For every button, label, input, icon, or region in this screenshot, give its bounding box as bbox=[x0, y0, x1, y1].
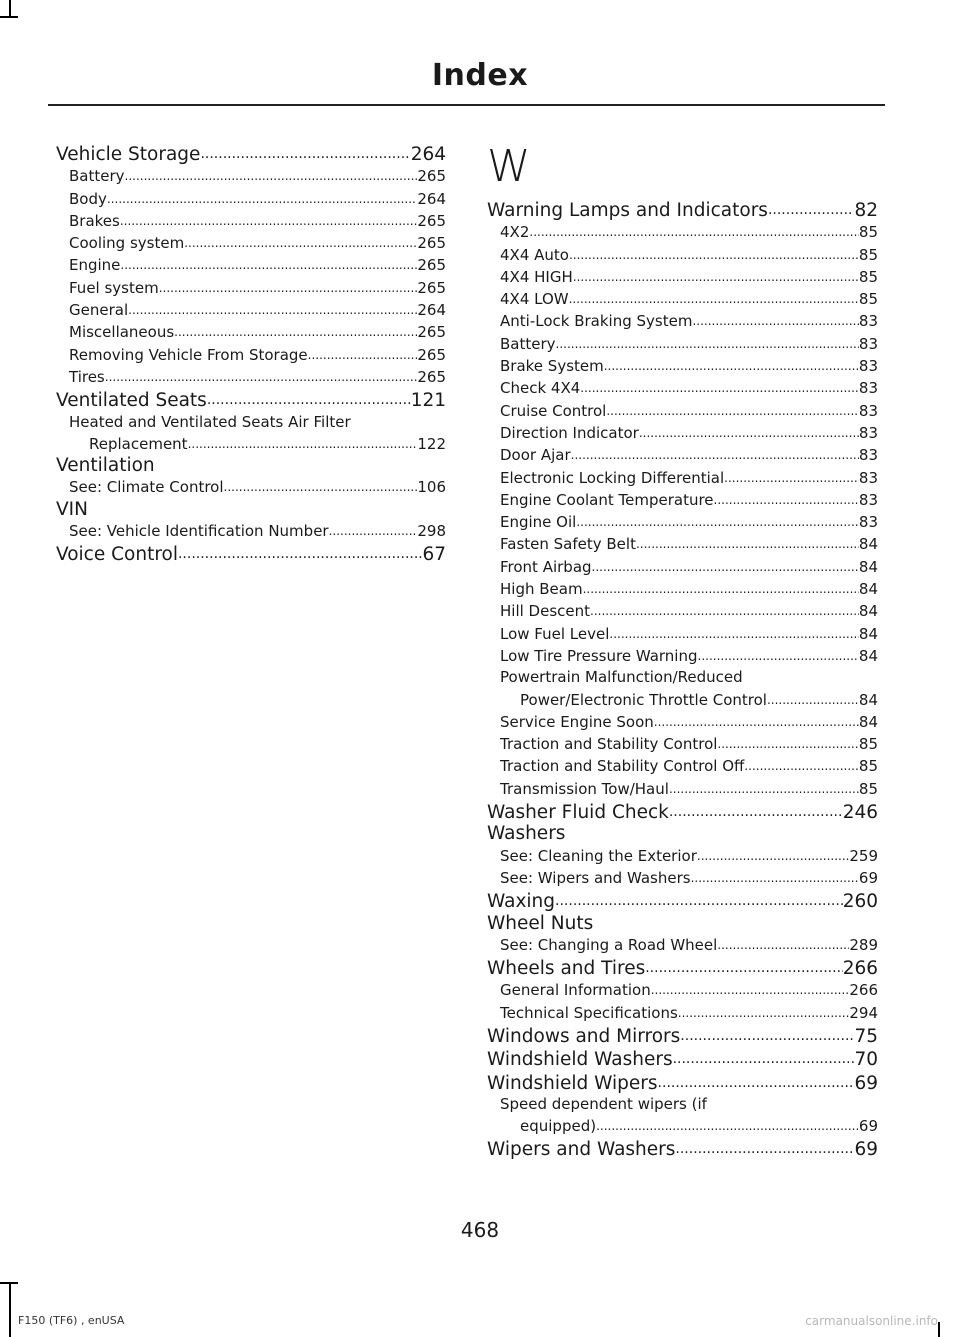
entry-text: Vehicle Storage bbox=[56, 144, 201, 165]
entry-text: Brakes bbox=[69, 211, 120, 230]
entry-page-number: 83 bbox=[858, 513, 878, 532]
entry-text: Ventilation bbox=[56, 455, 155, 477]
entry-text: Speed dependent wipers (if bbox=[500, 1094, 707, 1113]
entry-text: Traction and Stability Control bbox=[500, 735, 718, 754]
entry-text: Waxing bbox=[487, 891, 556, 913]
index-subentry[interactable] bbox=[56, 412, 446, 433]
index-entry[interactable] bbox=[56, 142, 446, 165]
entry-page-number: 85 bbox=[858, 757, 878, 776]
entry-page-number: 85 bbox=[858, 245, 878, 264]
dot-leader bbox=[569, 288, 859, 310]
dot-leader bbox=[768, 198, 855, 221]
entry-page-number: 264 bbox=[417, 301, 446, 320]
dot-leader bbox=[692, 310, 858, 332]
entry-page-number: 84 bbox=[858, 690, 878, 709]
entry-page-number: 122 bbox=[417, 434, 446, 453]
dot-leader bbox=[571, 444, 859, 466]
index-subentry[interactable] bbox=[56, 254, 446, 276]
index-subentry[interactable] bbox=[487, 467, 878, 489]
index-subentry[interactable] bbox=[56, 366, 446, 388]
entry-text: See: Cleaning the Exterior bbox=[500, 846, 697, 865]
entry-text: Low Tire Pressure Warning bbox=[500, 646, 698, 665]
dot-leader bbox=[636, 533, 859, 555]
entry-page-number: 260 bbox=[842, 891, 878, 913]
dot-leader bbox=[714, 489, 859, 511]
index-entry[interactable] bbox=[487, 1024, 878, 1047]
index-entry[interactable] bbox=[487, 889, 878, 912]
entry-text: Engine Coolant Temperature bbox=[500, 490, 714, 509]
dot-leader bbox=[184, 232, 417, 254]
entry-text: 4X4 HIGH bbox=[500, 267, 573, 286]
dot-leader bbox=[669, 778, 859, 800]
entry-page-number: 246 bbox=[842, 802, 878, 824]
index-subentry[interactable] bbox=[56, 520, 446, 542]
index-subentry[interactable] bbox=[56, 277, 446, 299]
dot-leader bbox=[675, 1137, 854, 1160]
entry-page-number: 264 bbox=[410, 144, 446, 165]
entry-page-number: 259 bbox=[849, 846, 878, 865]
dot-leader bbox=[691, 867, 859, 889]
index-entry[interactable] bbox=[56, 542, 446, 565]
entry-text: Replacement bbox=[89, 434, 188, 453]
dot-leader bbox=[529, 221, 859, 243]
entry-text: VIN bbox=[56, 498, 88, 520]
dot-leader bbox=[767, 689, 859, 711]
crop-mark bbox=[0, 16, 18, 18]
dot-leader bbox=[583, 578, 859, 600]
index-subentry[interactable] bbox=[487, 333, 878, 355]
entry-text: Hill Descent bbox=[500, 602, 591, 621]
entry-text: High Beam bbox=[500, 580, 583, 599]
entry-text: Check 4X4 bbox=[500, 379, 581, 398]
index-entry[interactable] bbox=[56, 388, 446, 411]
entry-page-number: 84 bbox=[858, 712, 878, 731]
entry-text: Removing Vehicle From Storage bbox=[69, 345, 308, 364]
entry-page-number: 69 bbox=[858, 1117, 878, 1136]
entry-page-number: 265 bbox=[417, 234, 446, 253]
entry-text: Power/Electronic Throttle Control bbox=[520, 690, 767, 709]
entry-text: Powertrain Malfunction/Reduced bbox=[500, 668, 743, 687]
dot-leader bbox=[654, 711, 859, 733]
index-entry[interactable] bbox=[487, 823, 878, 844]
entry-page-number: 85 bbox=[858, 267, 878, 286]
entry-page-number: 85 bbox=[858, 735, 878, 754]
entry-text: 4X2 bbox=[500, 223, 530, 242]
dot-leader bbox=[744, 755, 859, 777]
dot-leader bbox=[658, 1071, 855, 1094]
entry-text: Electronic Locking Differential bbox=[500, 468, 725, 487]
entry-text: Battery bbox=[500, 334, 556, 353]
entry-page-number: 83 bbox=[858, 423, 878, 442]
dot-leader bbox=[576, 511, 859, 533]
entry-page-number: 85 bbox=[858, 779, 878, 798]
entry-page-number: 264 bbox=[417, 189, 446, 208]
entry-text: Voice Control bbox=[56, 544, 178, 566]
dot-leader bbox=[128, 299, 417, 321]
entry-text: Miscellaneous bbox=[69, 323, 175, 342]
entry-text: Wipers and Washers bbox=[487, 1139, 676, 1161]
entry-text: Cooling system bbox=[69, 234, 185, 253]
index-subentry[interactable] bbox=[487, 221, 878, 243]
entry-text: Windshield Washers bbox=[487, 1049, 673, 1071]
dot-leader bbox=[308, 344, 418, 366]
index-subentry[interactable] bbox=[56, 476, 446, 498]
dot-leader bbox=[200, 142, 410, 165]
index-subentry[interactable] bbox=[56, 299, 446, 321]
index-subentry-continued[interactable] bbox=[56, 433, 446, 455]
index-subentry[interactable] bbox=[56, 188, 446, 210]
dot-leader bbox=[556, 333, 859, 355]
entry-text: Wheels and Tires bbox=[487, 958, 646, 980]
entry-text: General bbox=[69, 301, 129, 320]
watermark: carmanualsonline.info bbox=[805, 1314, 938, 1328]
index-subentry-continued[interactable] bbox=[487, 1115, 878, 1137]
entry-page-number: 67 bbox=[422, 544, 446, 566]
index-subentry[interactable] bbox=[487, 711, 878, 733]
entry-text: See: Wipers and Washers bbox=[500, 868, 691, 887]
entry-page-number: 83 bbox=[858, 401, 878, 420]
entry-page-number: 69 bbox=[854, 1072, 878, 1094]
entry-page-number: 265 bbox=[417, 167, 446, 186]
index-subentry[interactable] bbox=[487, 600, 878, 622]
index-entry[interactable] bbox=[487, 800, 878, 823]
index-subentry[interactable] bbox=[56, 232, 446, 254]
index-subentry[interactable] bbox=[487, 288, 878, 310]
dot-leader bbox=[159, 277, 418, 299]
index-subentry[interactable] bbox=[487, 1094, 878, 1115]
index-subentry[interactable] bbox=[487, 444, 878, 466]
entry-page-number: 265 bbox=[417, 211, 446, 230]
index-entry[interactable] bbox=[487, 956, 878, 979]
index-subentry[interactable] bbox=[56, 165, 446, 187]
entry-text: Engine bbox=[69, 256, 121, 275]
entry-page-number: 84 bbox=[858, 580, 878, 599]
dot-leader bbox=[604, 355, 859, 377]
entry-text: See: Changing a Road Wheel bbox=[500, 935, 718, 954]
entry-text: Anti-Lock Braking System bbox=[500, 312, 693, 331]
page-number: 468 bbox=[460, 1218, 500, 1242]
entry-page-number: 294 bbox=[849, 1003, 878, 1022]
index-subentry[interactable] bbox=[56, 344, 446, 366]
index-entry[interactable] bbox=[487, 913, 878, 934]
dot-leader bbox=[580, 377, 859, 399]
entry-text: Front Airbag bbox=[500, 557, 592, 576]
index-subentry[interactable] bbox=[487, 377, 878, 399]
entry-text: Battery bbox=[69, 167, 125, 186]
entry-page-number: 83 bbox=[858, 468, 878, 487]
entry-page-number: 265 bbox=[417, 278, 446, 297]
index-column-right bbox=[487, 142, 878, 1161]
entry-text: See: Vehicle Identification Number bbox=[69, 522, 329, 541]
page-title: Index bbox=[431, 58, 529, 93]
dot-leader bbox=[673, 1047, 855, 1070]
index-entry[interactable] bbox=[487, 1047, 878, 1070]
index-subentry[interactable] bbox=[487, 1002, 878, 1024]
entry-page-number: 266 bbox=[842, 958, 878, 980]
entry-page-number: 121 bbox=[410, 390, 446, 412]
entry-page-number: 84 bbox=[858, 557, 878, 576]
dot-leader bbox=[680, 1024, 854, 1047]
index-column-left bbox=[56, 142, 446, 566]
entry-text: 4X4 Auto bbox=[500, 245, 569, 264]
entry-text: Ventilated Seats bbox=[56, 390, 207, 412]
index-subentry[interactable] bbox=[487, 845, 878, 867]
entry-page-number: 85 bbox=[858, 290, 878, 309]
index-subentry[interactable] bbox=[487, 934, 878, 956]
dot-leader bbox=[697, 845, 849, 867]
dot-leader bbox=[174, 321, 417, 343]
crop-mark bbox=[0, 1282, 18, 1284]
entry-text: Direction Indicator bbox=[500, 423, 639, 442]
dot-leader bbox=[573, 266, 859, 288]
dot-leader bbox=[329, 520, 418, 542]
entry-text: Cruise Control bbox=[500, 401, 607, 420]
index-subentry[interactable] bbox=[487, 511, 878, 533]
dot-leader bbox=[669, 800, 843, 823]
entry-text: Transmission Tow/Haul bbox=[500, 779, 669, 798]
index-subentry[interactable] bbox=[56, 210, 446, 232]
index-entry[interactable] bbox=[487, 198, 878, 221]
entry-page-number: 84 bbox=[858, 624, 878, 643]
entry-page-number: 69 bbox=[854, 1139, 878, 1161]
entry-text: Technical Specifications bbox=[500, 1003, 678, 1022]
index-subentry[interactable] bbox=[487, 310, 878, 332]
index-subentry[interactable] bbox=[487, 489, 878, 511]
entry-page-number: 85 bbox=[858, 223, 878, 242]
header-divider bbox=[48, 104, 885, 106]
entry-text: Brake System bbox=[500, 357, 604, 376]
entry-text: Wheel Nuts bbox=[487, 912, 594, 934]
dot-leader bbox=[596, 1115, 859, 1137]
index-subentry[interactable] bbox=[487, 755, 878, 777]
index-subentry[interactable] bbox=[487, 355, 878, 377]
entry-text: Tires bbox=[69, 367, 105, 386]
entry-text: Engine Oil bbox=[500, 513, 577, 532]
dot-leader bbox=[717, 934, 849, 956]
footer-model: F150 (TF6) , enUSA bbox=[18, 1314, 125, 1327]
entry-page-number: 82 bbox=[854, 200, 878, 221]
entry-text: Washers bbox=[487, 823, 566, 845]
index-entry[interactable] bbox=[487, 1137, 878, 1160]
index-subentry[interactable] bbox=[487, 667, 878, 688]
index-subentry[interactable] bbox=[487, 422, 878, 444]
entry-page-number: 84 bbox=[858, 602, 878, 621]
dot-leader bbox=[120, 210, 418, 232]
index-subentry[interactable] bbox=[487, 556, 878, 578]
entry-page-number: 69 bbox=[858, 868, 878, 887]
dot-leader bbox=[651, 979, 850, 1001]
entry-text: Fuel system bbox=[69, 278, 159, 297]
index-subentry[interactable] bbox=[487, 533, 878, 555]
dot-leader bbox=[107, 188, 417, 210]
entry-page-number: 83 bbox=[858, 334, 878, 353]
dot-leader bbox=[592, 556, 859, 578]
entry-text: See: Climate Control bbox=[69, 478, 224, 497]
dot-leader bbox=[698, 645, 859, 667]
entry-page-number: 83 bbox=[858, 490, 878, 509]
entry-page-number: 84 bbox=[858, 535, 878, 554]
entry-page-number: 265 bbox=[417, 256, 446, 275]
crop-mark bbox=[9, 1282, 11, 1337]
entry-text: Low Fuel Level bbox=[500, 624, 610, 643]
entry-text: Service Engine Soon bbox=[500, 712, 654, 731]
index-subentry[interactable] bbox=[487, 623, 878, 645]
entry-text: Body bbox=[69, 189, 107, 208]
entry-page-number: 83 bbox=[858, 446, 878, 465]
index-subentry[interactable] bbox=[487, 400, 878, 422]
index-subentry[interactable] bbox=[56, 321, 446, 343]
dot-leader bbox=[125, 165, 418, 187]
entry-text: Washer Fluid Check bbox=[487, 802, 669, 824]
entry-text: Fasten Safety Belt bbox=[500, 535, 636, 554]
entry-page-number: 265 bbox=[417, 345, 446, 364]
entry-text: Traction and Stability Control Off bbox=[500, 757, 745, 776]
dot-leader bbox=[105, 366, 418, 388]
dot-leader bbox=[569, 244, 859, 266]
entry-page-number: 83 bbox=[858, 312, 878, 331]
dot-leader bbox=[639, 422, 859, 444]
entry-text: Heated and Ventilated Seats Air Filter bbox=[69, 412, 351, 431]
index-subentry[interactable] bbox=[487, 867, 878, 889]
index-subentry-continued[interactable] bbox=[487, 689, 878, 711]
entry-text: Door Ajar bbox=[500, 446, 571, 465]
dot-leader bbox=[120, 254, 417, 276]
index-subentry[interactable] bbox=[487, 244, 878, 266]
entry-page-number: 265 bbox=[417, 323, 446, 342]
entry-page-number: 75 bbox=[854, 1025, 878, 1047]
section-letter: W bbox=[487, 141, 531, 192]
dot-leader bbox=[590, 600, 859, 622]
entry-page-number: 83 bbox=[858, 357, 878, 376]
dot-leader bbox=[178, 542, 422, 565]
entry-page-number: 70 bbox=[854, 1049, 878, 1071]
dot-leader bbox=[717, 733, 858, 755]
entry-page-number: 106 bbox=[417, 478, 446, 497]
entry-page-number: 298 bbox=[417, 522, 446, 541]
dot-leader bbox=[207, 388, 411, 411]
entry-text: equipped) bbox=[520, 1117, 597, 1136]
dot-leader bbox=[606, 400, 859, 422]
dot-leader bbox=[188, 433, 418, 455]
index-subentry[interactable] bbox=[487, 778, 878, 800]
index-entry[interactable] bbox=[56, 455, 446, 476]
crop-mark bbox=[938, 1322, 940, 1337]
dot-leader bbox=[724, 467, 859, 489]
index-subentry[interactable] bbox=[487, 733, 878, 755]
index-subentry[interactable] bbox=[487, 979, 878, 1001]
entry-page-number: 289 bbox=[849, 935, 878, 954]
dot-leader bbox=[609, 623, 859, 645]
dot-leader bbox=[678, 1002, 850, 1024]
entry-text: Warning Lamps and Indicators bbox=[487, 200, 768, 221]
entry-text: 4X4 LOW bbox=[500, 290, 569, 309]
entry-text: Windshield Wipers bbox=[487, 1072, 658, 1094]
index-subentry[interactable] bbox=[487, 578, 878, 600]
index-subentry[interactable] bbox=[487, 645, 878, 667]
index-entry[interactable] bbox=[56, 499, 446, 520]
entry-text: Windows and Mirrors bbox=[487, 1025, 681, 1047]
index-subentry[interactable] bbox=[487, 266, 878, 288]
entry-page-number: 84 bbox=[858, 646, 878, 665]
dot-leader bbox=[645, 956, 842, 979]
dot-leader bbox=[224, 476, 418, 498]
entry-page-number: 83 bbox=[858, 379, 878, 398]
dot-leader bbox=[555, 889, 843, 912]
index-entry[interactable] bbox=[487, 1071, 878, 1094]
entry-page-number: 265 bbox=[417, 367, 446, 386]
entry-page-number: 266 bbox=[849, 981, 878, 1000]
entry-text: General Information bbox=[500, 981, 651, 1000]
